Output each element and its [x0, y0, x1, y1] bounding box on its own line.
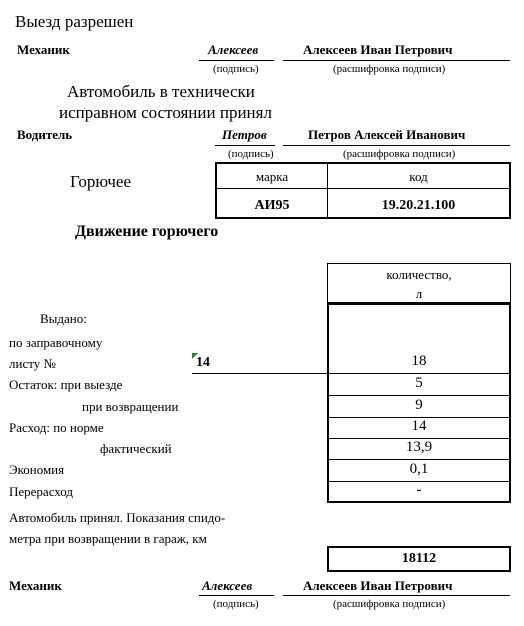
fuel-label: Горючее — [70, 172, 132, 191]
consumption-actual-label: фактический — [100, 441, 172, 456]
driver-full-name: Петров Алексей Иванович — [308, 127, 466, 142]
remainder-exit-label: Остаток: при выезде — [9, 377, 123, 392]
mechanic-name-line — [283, 60, 510, 61]
remainder-return-value: 9 — [415, 397, 423, 413]
mechanic-signature-line — [199, 60, 274, 61]
mechanic-bottom-name-line — [283, 595, 510, 596]
acceptance-text-line1: Автомобиль в технически — [67, 82, 255, 101]
acceptance-text-line2: исправном состоянии принял — [59, 103, 272, 122]
odometer-text-line1: Автомобиль принял. Показания спидо- — [9, 510, 226, 525]
qty-header-line1: количество, — [386, 267, 452, 282]
driver-signature: Петров — [222, 127, 267, 142]
mechanic-name-caption: (расшифровка подписи) — [333, 63, 446, 75]
mechanic-signature: Алексеев — [208, 42, 259, 57]
sheet-number-line — [192, 373, 328, 374]
mechanic-bottom-name-caption: (расшифровка подписи) — [333, 598, 446, 610]
fuel-brand-header: марка — [255, 169, 289, 184]
issued-value: 18 — [411, 353, 427, 369]
mechanic-bottom-signature: Алексеев — [202, 578, 253, 593]
consumption-norm-label: Расход: по норме — [9, 420, 104, 435]
consumption-norm-value: 14 — [411, 418, 427, 434]
fuel-code-value: 19.20.21.100 — [381, 198, 456, 213]
driver-name-line — [283, 145, 510, 146]
sheet-no-label: листу № — [9, 356, 56, 371]
mechanic-signature-caption: (подпись) — [213, 63, 259, 75]
mechanic-bottom-signature-caption: (подпись) — [213, 598, 259, 610]
fuel-code-header: код — [409, 169, 428, 184]
by-card-label: по заправочному — [9, 335, 103, 350]
consumption-actual-value: 13,9 — [405, 439, 433, 455]
economy-value: 0,1 — [409, 461, 429, 477]
odometer-value: 18112 — [401, 551, 437, 566]
issued-label: Выдано: — [40, 311, 87, 326]
mechanic-role-label: Механик — [17, 42, 70, 57]
driver-role-label: Водитель — [17, 127, 73, 142]
overspend-value: - — [416, 482, 422, 498]
fuel-table-divider — [217, 188, 509, 189]
driver-name-caption: (расшифровка подписи) — [343, 148, 456, 160]
remainder-exit-value: 5 — [415, 375, 423, 391]
qty-row-divider — [329, 395, 509, 396]
sheet-number: 14 — [196, 355, 210, 370]
mechanic-full-name: Алексеев Иван Петрович — [303, 42, 453, 57]
mechanic-bottom-full-name: Алексеев Иван Петрович — [303, 578, 453, 593]
driver-signature-line — [215, 145, 275, 146]
fuel-movement-title: Движение горючего — [75, 223, 219, 240]
qty-row-divider — [329, 459, 509, 460]
driver-signature-caption: (подпись) — [228, 148, 274, 160]
mechanic-bottom-signature-line — [199, 595, 274, 596]
qty-header-line2: л — [415, 286, 423, 301]
qty-row-divider — [329, 373, 509, 374]
remainder-return-label: при возвращении — [82, 399, 179, 414]
odometer-text-line2: метра при возвращении в гараж, км — [9, 531, 207, 546]
fuel-brand-value: АИ95 — [254, 198, 290, 213]
mechanic-bottom-role-label: Механик — [9, 578, 62, 593]
exit-permitted-title: Выезд разрешен — [15, 12, 134, 31]
overspend-label: Перерасход — [9, 484, 74, 499]
economy-label: Экономия — [9, 462, 65, 477]
